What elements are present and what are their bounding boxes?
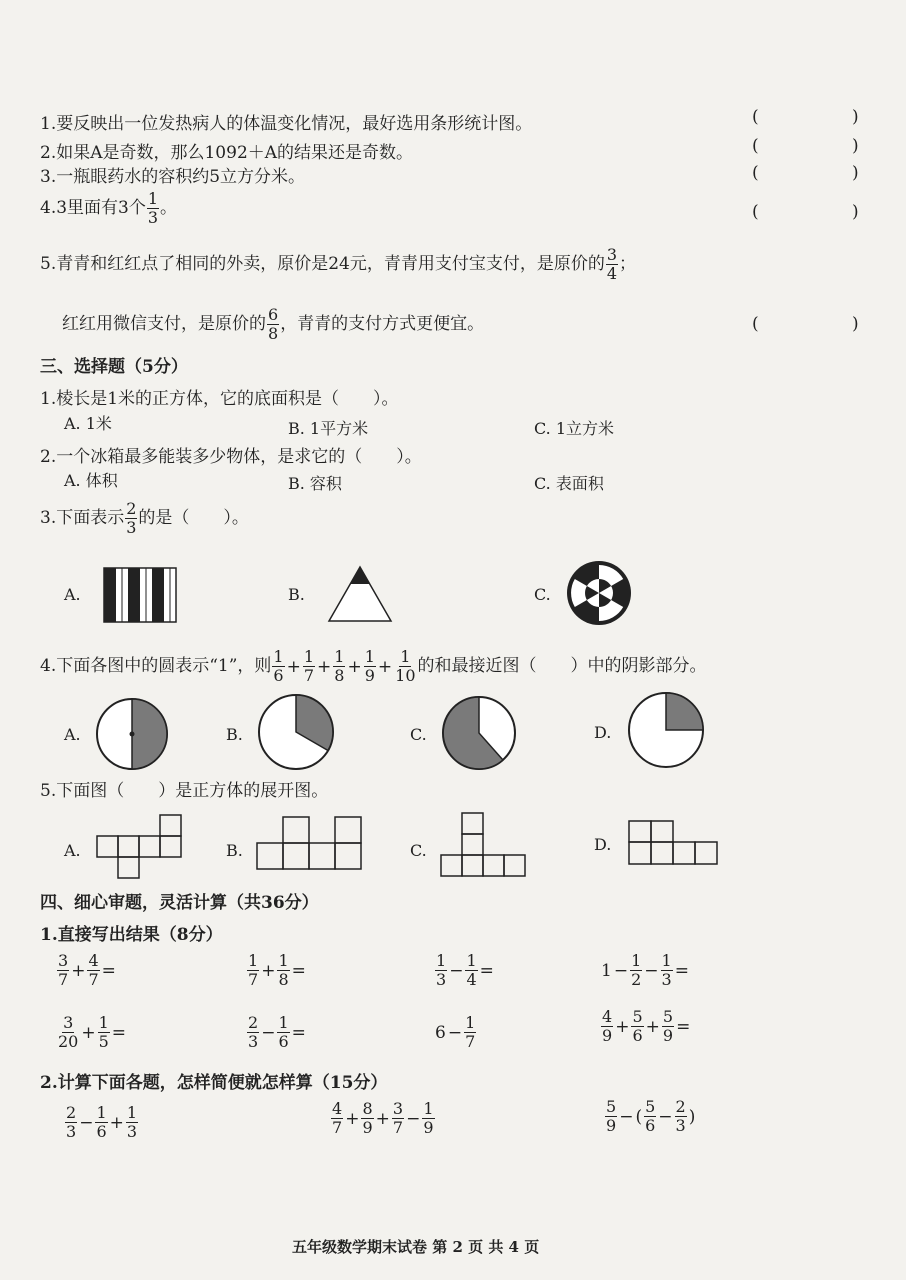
tf-item-1: 1.要反映出一位发热病人的体温变化情况，最好选用条形统计图。 [40, 114, 533, 134]
page-footer: 五年级数学期末试卷 第 2 页 共 4 页 [292, 1238, 540, 1256]
tf-item-5-cont: 红红用微信支付，是原价的 $\frac{6}{8}$ ，青青的支付方式更便宜。 [62, 305, 485, 343]
choice-q3-a: A. [64, 585, 81, 604]
fraction: $\frac{1}{7}$ [465, 1013, 476, 1051]
fraction: $\frac{4}{9}$ [602, 1007, 613, 1045]
fraction: $\frac{1}{2}$ [631, 951, 642, 989]
half-shaded-circle [96, 698, 168, 770]
quarter-shaded-circle [628, 692, 704, 768]
expression: $\frac{2}{3}$ − $\frac{1}{6}$ + $\frac{1}{3}$ [66, 1103, 138, 1141]
fraction: $\frac{1}{3}$ [436, 951, 447, 989]
answer-paren: ( ) [752, 136, 903, 156]
choice-q4-c: C. [410, 725, 427, 744]
large-shaded-circle [442, 696, 516, 770]
fraction: $\frac{3}{7}$ [392, 1099, 404, 1137]
answer-paren: ( ) [752, 163, 903, 183]
choice-q4-b: B. [226, 725, 243, 744]
expression: $\frac{1}{7}$ + $\frac{1}{8}$ = [248, 951, 306, 989]
fraction: $\frac{1}{8}$ [334, 647, 345, 685]
fraction: $\frac{1}{3}$ [147, 189, 159, 227]
choice-q2-c: C. 表面积 [534, 474, 604, 493]
fraction: $\frac{5}{9}$ [606, 1097, 617, 1135]
fraction: $\frac{1}{7}$ [303, 647, 315, 685]
choice-q4: 4.下面各图中的圆表示“1”，则 $\frac{1}{6}$ + $\frac{1}{7}$ + $\frac{1}{8}$ + $\frac{1}{9}$ + $\frac{1}{10}$ 的和最接近图（ ）中的阴影部分。 [40, 647, 707, 685]
expression: $\frac{4}{7}$ + $\frac{8}{9}$ + $\frac{3}{7}$ − $\frac{1}{9}$ [332, 1099, 434, 1137]
triangle-figure [328, 566, 392, 622]
fraction: $\frac{6}{8}$ [268, 305, 279, 343]
fraction: $\frac{1}{6}$ [273, 647, 284, 685]
choice-q1-a: A. 1米 [64, 414, 112, 433]
fraction: $\frac{1}{4}$ [466, 951, 477, 989]
expression: 1 − $\frac{1}{2}$ − $\frac{1}{3}$ = [601, 951, 689, 989]
choice-q5-a: A. [64, 841, 81, 860]
fraction: $\frac{8}{9}$ [362, 1099, 373, 1137]
fraction: $\frac{1}{3}$ [661, 951, 672, 989]
section-heading-calc: 四、细心审题，灵活计算（共36分） [40, 893, 319, 913]
calc-sub1: 1.直接写出结果（8分） [40, 925, 223, 945]
expression: $\frac{5}{9}$ − ( $\frac{5}{6}$ − $\frac{2}{3}$ ) [606, 1097, 696, 1135]
choice-q4-d: D. [594, 723, 612, 742]
cube-net-b [256, 816, 362, 872]
choice-q3-b: B. [288, 585, 305, 604]
choice-q3: 3.下面表示 $\frac{2}{3}$ 的是（ ）。 [40, 499, 249, 537]
choice-q1: 1.棱长是1米的正方体，它的底面积是（ ）。 [40, 389, 399, 409]
expression: $\frac{1}{3}$ − $\frac{1}{4}$ = [436, 951, 494, 989]
fraction: $\frac{1}{5}$ [98, 1013, 109, 1051]
choice-q2: 2.一个冰箱最多能装多少物体，是求它的（ ）。 [40, 447, 422, 467]
fraction: $\frac{4}{7}$ [88, 951, 99, 989]
section-heading-choice: 三、选择题（5分） [40, 357, 188, 377]
fraction: $\frac{5}{6}$ [645, 1097, 656, 1135]
fraction: $\frac{1}{9}$ [364, 647, 375, 685]
fraction: $\frac{4}{7}$ [332, 1099, 343, 1137]
fraction: $\frac{1}{10}$ [395, 647, 416, 685]
choice-q5: 5.下面图（ ）是正方体的展开图。 [40, 781, 329, 801]
fraction: $\frac{1}{9}$ [423, 1099, 434, 1137]
cube-net-d [628, 820, 718, 866]
choice-q2-a: A. 体积 [64, 471, 118, 490]
choice-q2-b: B. 容积 [288, 474, 342, 493]
expression: $\frac{3}{7}$ + $\frac{4}{7}$ = [58, 951, 116, 989]
fraction: $\frac{1}{8}$ [278, 951, 289, 989]
fraction: $\frac{1}{3}$ [126, 1103, 138, 1141]
calc-sub2: 2.计算下面各题，怎样简便就怎样算（15分） [40, 1073, 388, 1093]
answer-paren: ( ) [752, 107, 903, 127]
tf-item-5: 5.青青和红红点了相同的外卖，原价是24元，青青用支付宝支付，是原价的 $\frac{3}{4}$ ； [40, 245, 637, 283]
striped-rectangle-figure [104, 568, 176, 622]
fraction: $\frac{2}{3}$ [248, 1013, 259, 1051]
answer-paren: ( ) [752, 202, 903, 222]
fraction: $\frac{3}{20}$ [58, 1013, 79, 1051]
expression: $\frac{3}{20}$ + $\frac{1}{5}$ = [58, 1013, 127, 1051]
choice-q5-c: C. [410, 841, 427, 860]
cube-net-c [440, 808, 528, 878]
cube-net-a [96, 814, 184, 880]
choice-q1-b: B. 1平方米 [288, 419, 369, 438]
choice-q3-c: C. [534, 585, 551, 604]
fraction: $\frac{5}{6}$ [632, 1007, 643, 1045]
answer-paren: ( ) [752, 314, 903, 334]
choice-q5-d: D. [594, 835, 612, 854]
choice-q4-a: A. [64, 725, 81, 744]
fraction: $\frac{2}{3}$ [675, 1097, 686, 1135]
expression: $\frac{4}{9}$ + $\frac{5}{6}$ + $\frac{5}{9}$ = [602, 1007, 691, 1045]
fraction: $\frac{5}{9}$ [662, 1007, 674, 1045]
fraction: $\frac{2}{3}$ [126, 499, 137, 537]
third-shaded-circle [258, 694, 334, 770]
tf-item-3: 3.一瓶眼药水的容积约5立方分米。 [40, 167, 306, 187]
expression: $\frac{2}{3}$ − $\frac{1}{6}$ = [248, 1013, 306, 1051]
expression: 6 − $\frac{1}{7}$ [435, 1013, 476, 1051]
fraction: $\frac{3}{7}$ [58, 951, 69, 989]
fraction: $\frac{2}{3}$ [66, 1103, 77, 1141]
ring-circle-figure [566, 560, 632, 626]
fraction: $\frac{3}{4}$ [606, 245, 618, 283]
fraction: $\frac{1}{7}$ [248, 951, 259, 989]
tf-item-4: 4.3里面有3个 $\frac{1}{3}$ 。 [40, 189, 178, 227]
choice-q1-c: C. 1立方米 [534, 419, 615, 438]
choice-q5-b: B. [226, 841, 243, 860]
tf-item-2: 2.如果A是奇数，那么1092＋A的结果还是奇数。 [40, 143, 414, 163]
fraction: $\frac{1}{6}$ [278, 1013, 289, 1051]
fraction: $\frac{1}{6}$ [96, 1103, 107, 1141]
